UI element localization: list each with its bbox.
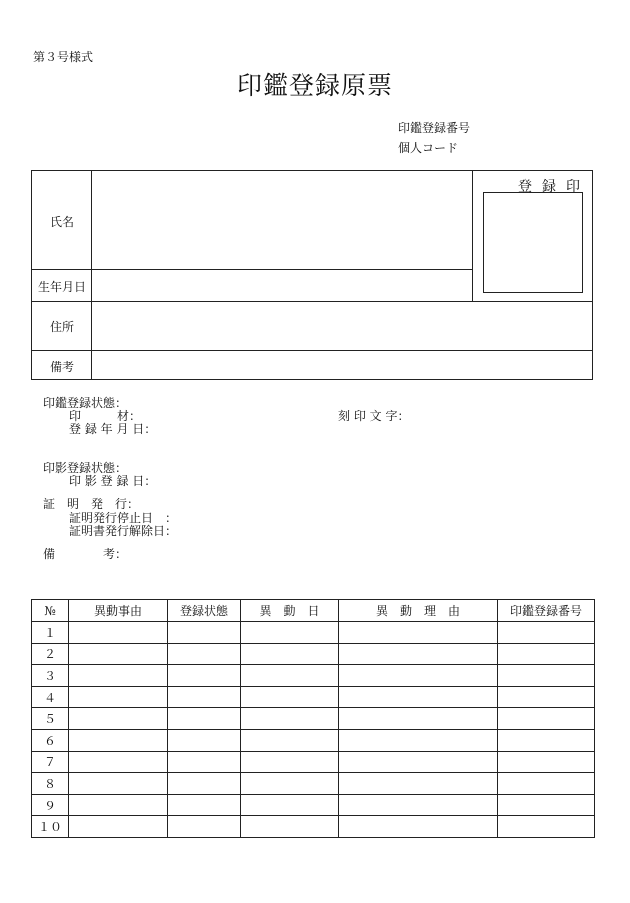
row-number: ３	[32, 665, 69, 687]
table-cell[interactable]	[339, 773, 498, 795]
table-row	[32, 773, 595, 795]
remarks-label: 備考	[49, 360, 74, 374]
col-number: №	[32, 600, 69, 622]
table-row	[32, 643, 595, 665]
col-registration-status: 登録状態	[168, 600, 241, 622]
row-number: ７	[32, 751, 69, 773]
table-row	[32, 665, 595, 687]
certificate-label: 証 明 発 行：	[43, 497, 140, 511]
table-cell[interactable]	[498, 794, 595, 816]
col-change-reason-type: 異動事由	[69, 600, 168, 622]
address-label: 住所	[49, 320, 74, 334]
table-cell[interactable]	[339, 665, 498, 687]
table-cell[interactable]	[339, 643, 498, 665]
table-cell[interactable]	[69, 751, 168, 773]
table-cell[interactable]	[168, 622, 241, 644]
table-row	[32, 708, 595, 730]
table-cell[interactable]	[69, 622, 168, 644]
material-label: 印 材：	[69, 409, 142, 423]
table-cell[interactable]	[498, 751, 595, 773]
reg-number-label: 印鑑登録番号	[398, 121, 471, 135]
table-cell[interactable]	[241, 729, 339, 751]
table-cell[interactable]	[498, 665, 595, 687]
row-divider-2	[32, 301, 592, 302]
personal-code-label: 個人コード	[398, 141, 459, 155]
table-cell[interactable]	[241, 773, 339, 795]
bottom-remarks-label: 備 考：	[43, 547, 128, 561]
stamp-box	[483, 192, 583, 293]
table-cell[interactable]	[339, 751, 498, 773]
table-cell[interactable]	[241, 816, 339, 838]
table-cell[interactable]	[241, 622, 339, 644]
birth-date-label: 生年月日	[37, 280, 86, 294]
table-row	[32, 686, 595, 708]
table-cell[interactable]	[69, 708, 168, 730]
table-cell[interactable]	[69, 773, 168, 795]
table-row	[32, 751, 595, 773]
table-cell[interactable]	[168, 751, 241, 773]
table-cell[interactable]	[168, 794, 241, 816]
col-seal-reg-number: 印鑑登録番号	[498, 600, 595, 622]
table-cell[interactable]	[339, 686, 498, 708]
table-cell[interactable]	[498, 643, 595, 665]
table-cell[interactable]	[498, 729, 595, 751]
row-divider-3	[32, 350, 592, 351]
certificate-cancel-label: 証明書発行解除日：	[69, 524, 178, 538]
table-cell[interactable]	[498, 622, 595, 644]
registration-info	[398, 118, 470, 158]
history-header-row	[32, 600, 595, 622]
table-cell[interactable]	[69, 643, 168, 665]
table-cell[interactable]	[498, 708, 595, 730]
row-number: ８	[32, 773, 69, 795]
col-change-date: 異 動 日	[241, 600, 339, 622]
table-row	[32, 729, 595, 751]
table-cell[interactable]	[241, 794, 339, 816]
row-divider-1	[32, 269, 473, 270]
row-number: ６	[32, 729, 69, 751]
row-number: ９	[32, 794, 69, 816]
table-cell[interactable]	[241, 708, 339, 730]
table-cell[interactable]	[498, 816, 595, 838]
engraving-label: 刻 印 文 字：	[338, 409, 410, 423]
certificate-stop-label: 証明発行停止日 ：	[69, 511, 178, 525]
table-cell[interactable]	[339, 816, 498, 838]
table-cell[interactable]	[241, 643, 339, 665]
page-title: 印鑑登録原票	[236, 71, 393, 100]
table-cell[interactable]	[498, 686, 595, 708]
registrant-box	[31, 170, 593, 380]
table-cell[interactable]	[69, 816, 168, 838]
impression-date-label: 印 影 登 録 日：	[69, 474, 157, 488]
table-cell[interactable]	[168, 708, 241, 730]
history-table	[31, 599, 595, 838]
table-cell[interactable]	[69, 686, 168, 708]
table-cell[interactable]	[339, 794, 498, 816]
row-number: １	[32, 622, 69, 644]
impression-status-label: 印影登録状態：	[43, 461, 128, 475]
table-cell[interactable]	[498, 773, 595, 795]
table-cell[interactable]	[241, 686, 339, 708]
row-number: ４	[32, 686, 69, 708]
table-cell[interactable]	[168, 686, 241, 708]
row-number: ５	[32, 708, 69, 730]
registration-date-label: 登 録 年 月 日：	[69, 422, 157, 436]
col-change-reason: 異 動 理 由	[339, 600, 498, 622]
table-cell[interactable]	[241, 665, 339, 687]
table-cell[interactable]	[168, 665, 241, 687]
table-cell[interactable]	[241, 751, 339, 773]
table-cell[interactable]	[69, 794, 168, 816]
table-cell[interactable]	[168, 729, 241, 751]
label-column-divider	[91, 171, 92, 379]
table-cell[interactable]	[339, 729, 498, 751]
table-row	[32, 794, 595, 816]
stamp-column-divider	[472, 171, 473, 301]
seal-status-label: 印鑑登録状態：	[43, 396, 128, 410]
table-cell[interactable]	[168, 816, 241, 838]
table-row	[32, 622, 595, 644]
row-number: ２	[32, 643, 69, 665]
table-row	[32, 816, 595, 838]
table-cell[interactable]	[168, 643, 241, 665]
table-cell[interactable]	[69, 665, 168, 687]
table-cell[interactable]	[69, 729, 168, 751]
table-cell[interactable]	[339, 708, 498, 730]
table-cell[interactable]	[168, 773, 241, 795]
form-number: 第３号様式	[33, 50, 94, 64]
name-label: 氏名	[49, 215, 74, 229]
stamp-title: 登録印	[518, 179, 590, 195]
row-number: １０	[32, 816, 69, 838]
table-cell[interactable]	[339, 622, 498, 644]
